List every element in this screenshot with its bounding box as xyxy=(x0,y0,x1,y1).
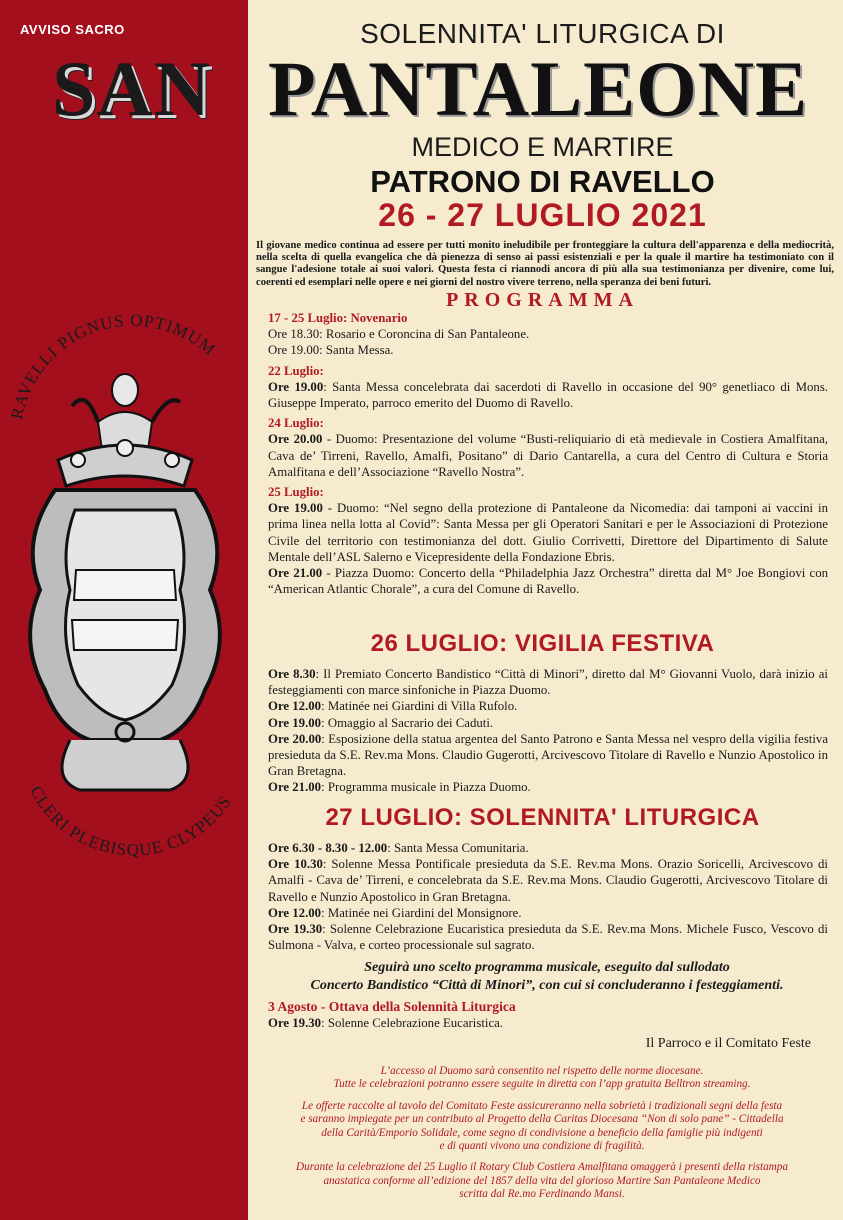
title-san: SAN xyxy=(52,45,212,132)
ottava-section xyxy=(268,999,828,1031)
novena-item-1: Ore 18.30: Rosario e Coroncina di San Pantaleone. xyxy=(268,327,530,342)
ottava-heading: 3 Agosto - Ottava della Solennità Liturgica xyxy=(268,999,516,1014)
note-offerings: Le offerte raccolte al tavolo del Comitato Feste assicureranno nella sobrietà i tradizionali segni della festa e saranno impiegate per un contributo al Progetto della Caritas Diocesana “Non di solo pane” - Cittadella della Carità/Emporio Solidale, come segno di condivisione a beneficio della famiglie più indigenti e di quanti vivono una condizione di fragilità. xyxy=(300,1099,784,1153)
solennita-item: Ore 6.30 - 8.30 - 12.00: Santa Messa Comunitaria. xyxy=(268,841,529,855)
medico-subtitle: MEDICO E MARTIRE xyxy=(411,132,674,162)
solennita-title: 27 LUGLIO: SOLENNITA' LITURGICA xyxy=(325,804,760,831)
vigilia-item: Ore 21.00: Programma musicale in Piazza Duomo. xyxy=(268,780,531,795)
ottava-item: Ore 19.30: Solenne Celebrazione Eucaristica. xyxy=(268,1016,504,1031)
patrono-subtitle: PATRONO DI RAVELLO xyxy=(370,164,715,199)
crest-motto-top: RAVELLI PIGNUS OPTIMUM xyxy=(7,310,220,421)
solennita-subtitle: SOLENNITA' LITURGICA DI xyxy=(360,18,725,49)
programma-section xyxy=(268,310,828,597)
solennita-item: Ore 12.00: Matinée nei Giardini del Monsignore. xyxy=(268,905,522,920)
day25-item-1: Ore 19.00 - Duomo: “Nel segno della protezione di Pantaleone da Nicomedia: dai tamponi ai vaccini in prima linea nella lotta al Covid”: Santa Messa per gli Operatori Sanitari e per le Associazioni di Protezione Civile del territorio con testimonianza del dott. Giulio Corrivetti, Direttore del Dipartimento di Salute Mentale dell’ASL Salerno e Vicepresidente della Fondazione Ebris. xyxy=(268,501,828,564)
vigilia-item: Ore 19.00: Omaggio al Sacrario dei Caduti. xyxy=(268,715,494,730)
intro-paragraph: Il giovane medico continua ad essere per tutti monito ineludibile per fronteggiare la cultura dell'apparenza e della mediocrità, nella scelta di quella evangelica che dà pienezza di senso ai passi esistenziali e per la quale il martire ha testimoniato con il sangue l'adesione totale ai suoi valori. Questa festa ci riannodi ancora di più alla sua testimonianza per divenire, come lui, coerenti ed esemplari nelle opere e nei giorni del nostro vivere terreno, nella speranza dei beni futuri. xyxy=(256,240,834,288)
day25-heading: 25 Luglio: xyxy=(268,485,324,500)
vigilia-title: 26 LUGLIO: VIGILIA FESTIVA xyxy=(370,630,715,657)
solennita-item: Ore 10.30: Solenne Messa Pontificale presieduta da S.E. Rev.ma Mons. Orazio Soricelli, Arcivescovo di Amalfi - Cava de’ Tirreni, e concelebrata da S.E. Rev.ma Mons. Claudio Gugerotti, Arcivescovo Titolare di Ravello e Nunzio Apostolico in Gran Bretagna. xyxy=(268,857,828,904)
event-dates: 26 - 27 LUGLIO 2021 xyxy=(378,197,707,233)
notes-section xyxy=(252,1065,832,1210)
note-access: L’accesso al Duomo sarà consentito nel rispetto delle norme diocesane. Tutte le celebrazioni potranno essere seguite in diretta con l’app gratuita Belltron streaming. xyxy=(333,1065,751,1091)
avviso-label: AVVISO SACRO xyxy=(20,22,125,37)
title-pantaleone: PANTALEONE xyxy=(268,45,809,132)
day25-item-2: Ore 21.00 - Piazza Duomo: Concerto della “Philadelphia Jazz Orchestra” diretta dal M° Joe Bongiovi con “American Atlantic Chorale”, a cura del Comune di Ravello. xyxy=(268,566,828,597)
day22-heading: 22 Luglio: xyxy=(268,363,324,378)
novena-heading: 17 - 25 Luglio: Novenario xyxy=(268,311,408,325)
day22-item: Ore 19.00: Santa Messa concelebrata dai sacerdoti di Ravello in occasione del 90° genetliaco di Mons. Giuseppe Imperato, parroco emerito del Duomo di Ravello. xyxy=(268,379,828,411)
closing-line-2: Concerto Bandistico “Città di Minori”, con cui si concluderanno i festeggiamenti. xyxy=(310,978,784,993)
day24-heading: 24 Luglio: xyxy=(268,416,324,431)
programma-heading: PROGRAMMA xyxy=(446,289,639,311)
vigilia-item: Ore 12.00: Matinée nei Giardini di Villa Rufolo. xyxy=(268,699,518,714)
solennita-section xyxy=(268,840,828,953)
vigilia-item: Ore 8.30: Il Premiato Concerto Bandistico “Città di Minori”, diretto dal M° Giovanni Vuolo, darà inizio ai festeggiamenti con marce sinfoniche in Piazza Duomo. xyxy=(268,667,828,698)
solennita-item: Ore 19.30: Solenne Celebrazione Eucaristica presieduta da S.E. Rev.ma Mons. Michele Fusco, Vescovo di Sulmona - Valva, e corteo processionale sul sagrato. xyxy=(268,922,828,953)
vigilia-section xyxy=(268,666,828,796)
signature: Il Parroco e il Comitato Feste xyxy=(645,1036,811,1051)
closing-line-1: Seguirà uno scelto programma musicale, eseguito dal sullodato xyxy=(364,960,730,975)
day24-item: Ore 20.00 - Duomo: Presentazione del volume “Busti-reliquiario di età medievale in Costiera Amalfitana, Cava de’ Tirreni, Ravello, Amalfi, Positano” di Dario Cantarella, a cura del Centro di Cultura e Storia Amalfitana e dell’Associazione “Ravello Nostra”. xyxy=(268,432,828,479)
novena-item-2: Ore 19.00: Santa Messa. xyxy=(268,343,394,358)
crest-motto-bottom: CLERI PLEBISQUE CLYPEUS xyxy=(26,782,236,860)
coat-of-arms-icon xyxy=(0,310,248,880)
vigilia-item: Ore 20.00: Esposizione della statua argentea del Santo Patrono e Santa Messa nel vespro della vigilia festiva presieduta da S.E. Rev.ma Mons. Claudio Gugerotti, Arcivescovo Titolare di Ravello e Nunzio Apostolico in Gran Bretagna. xyxy=(268,731,828,779)
note-rotary: Durante la celebrazione del 25 Luglio il Rotary Club Costiera Amalfitana omaggerà i presenti della ristampa anastatica conforme all’edizione del 1857 della vita del glorioso Martire San Pantaleone Medico scritta dal Re.mo Ferdinando Mansi. xyxy=(296,1161,788,1201)
